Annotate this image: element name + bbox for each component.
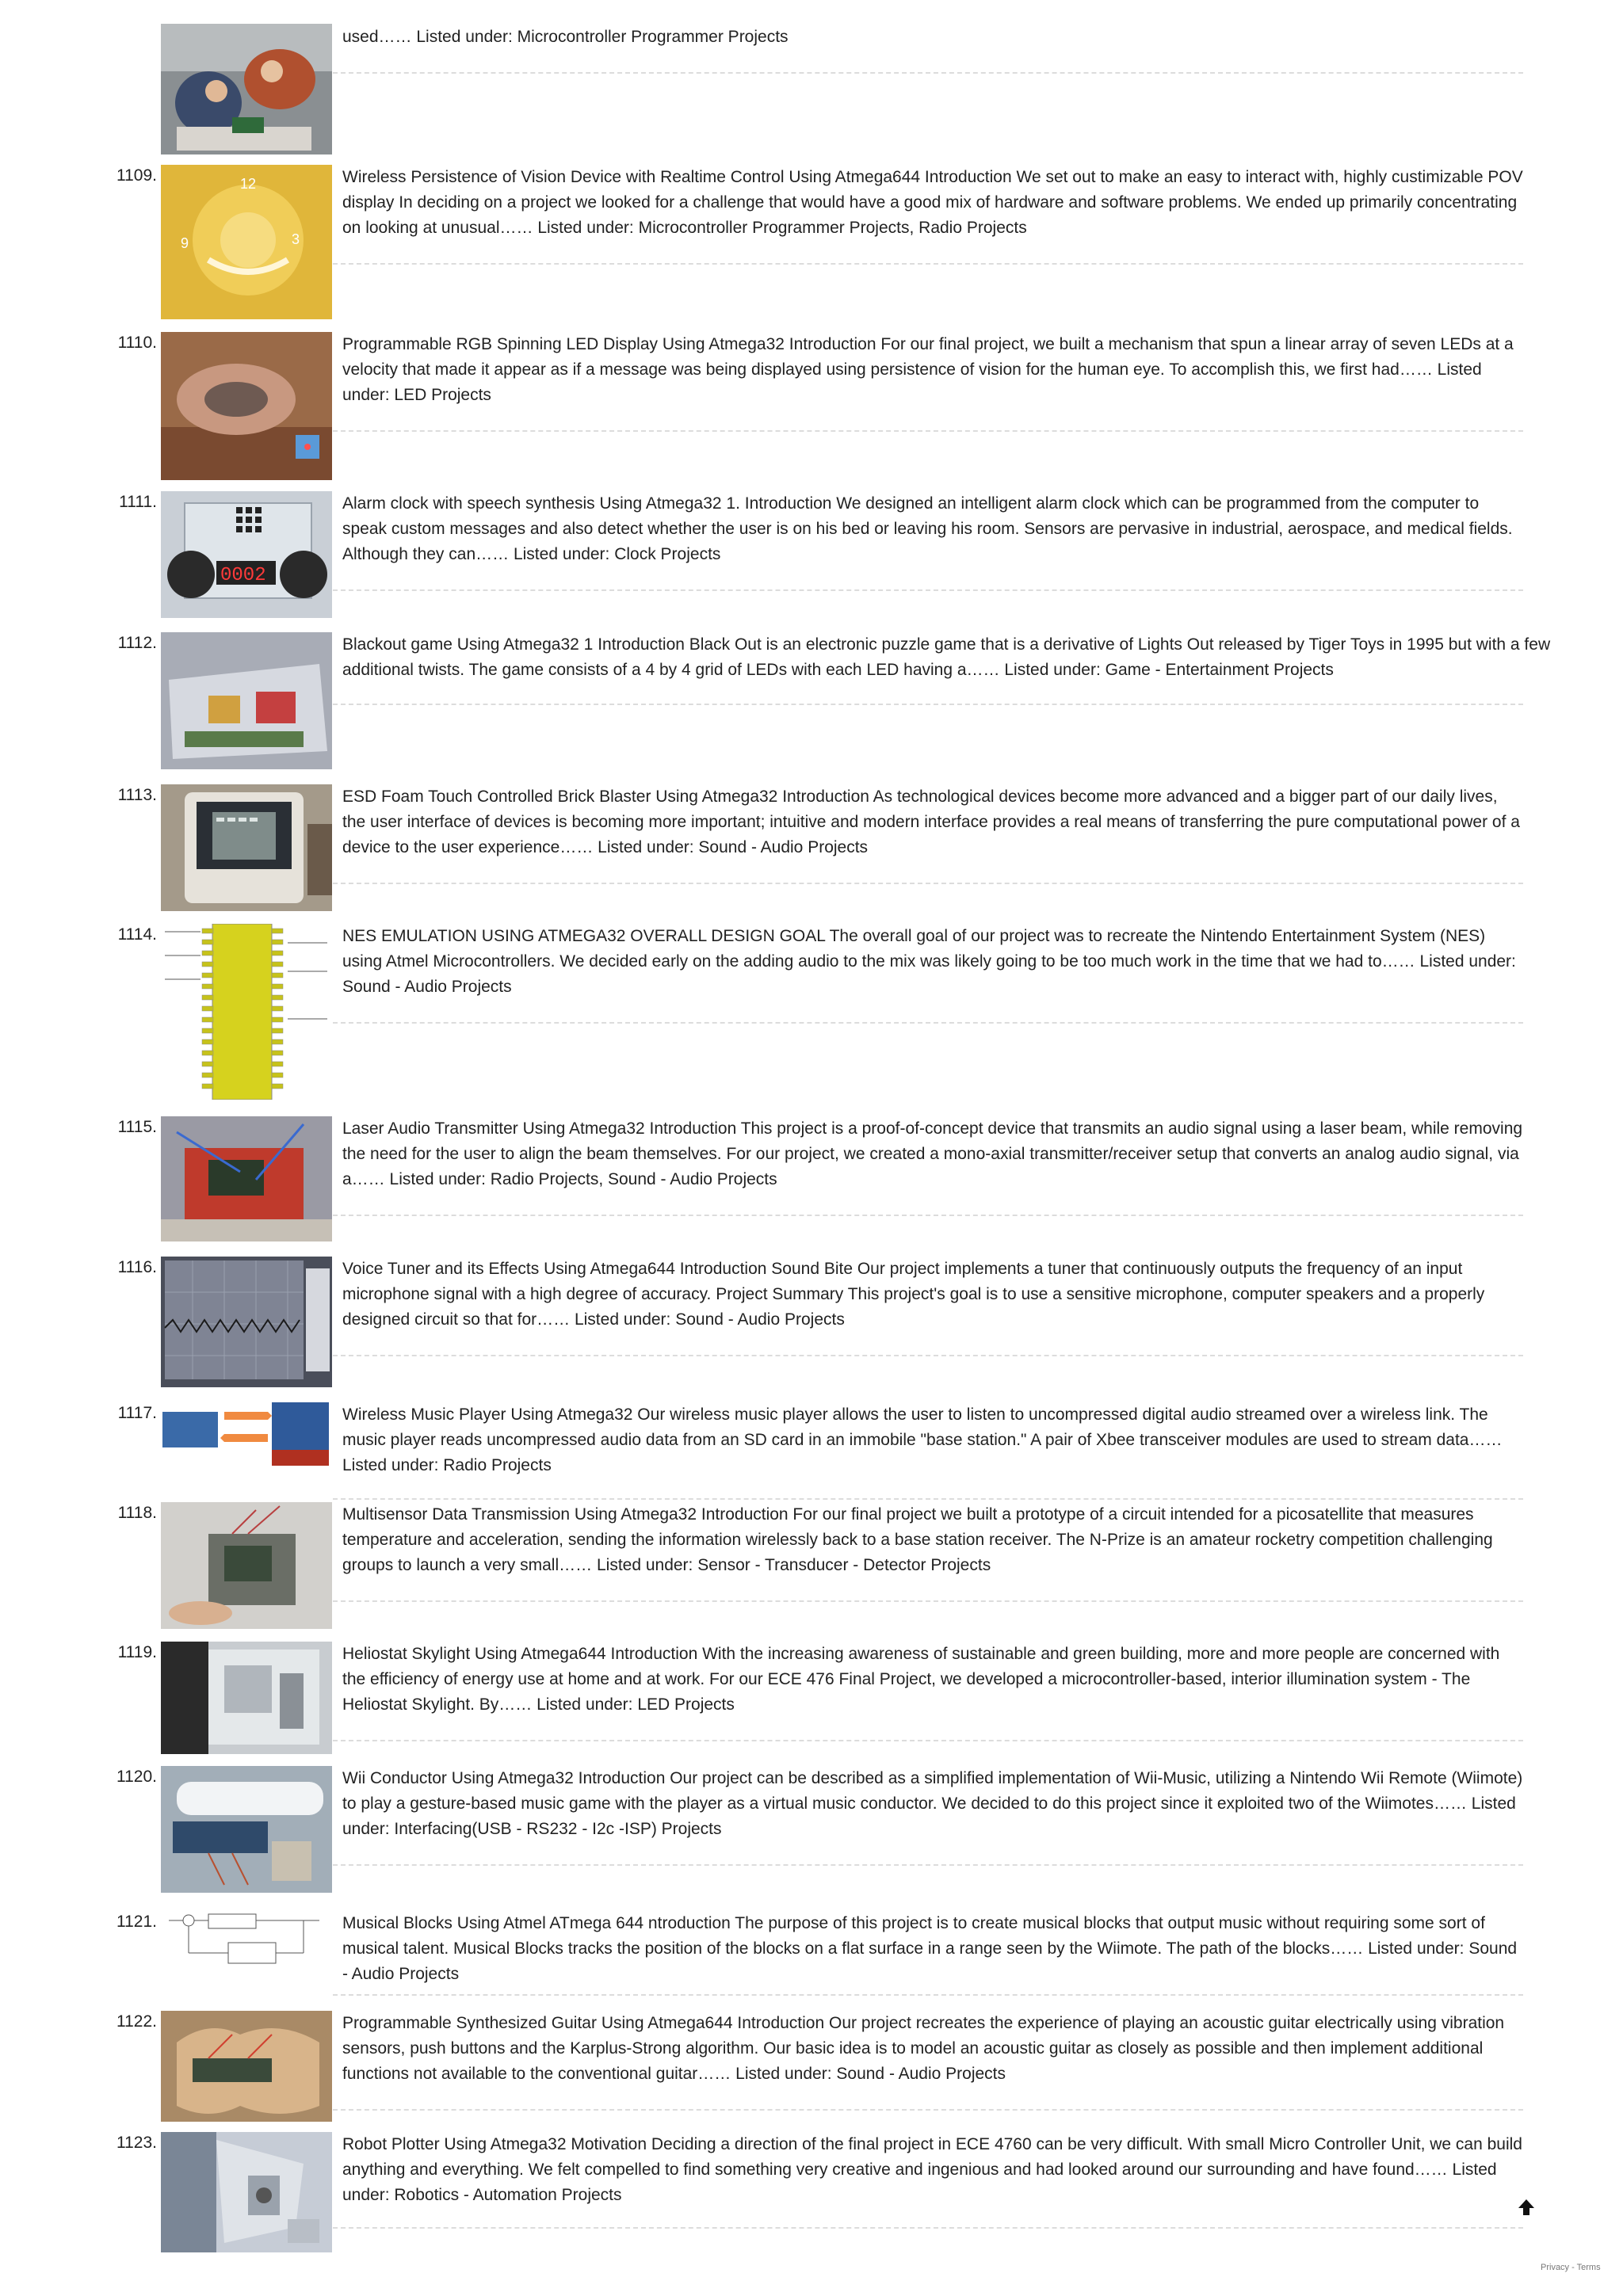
divider: [333, 1498, 1523, 1500]
project-description: Robot Plotter Using Atmega32 Motivation Deciding a direction of the final project in ECE 4760 can be very difficult. With small Micro Controller Unit, we can build anything and everything. We felt compelled to find something very creative and ingenious and had looked around our surrounding and have found…… Listed under: Robotics - Automation Projects: [342, 2135, 1522, 2204]
project-thumbnail[interactable]: [161, 491, 332, 618]
divider: [333, 263, 1523, 265]
footer-separator: -: [1569, 2263, 1577, 2272]
project-description: Wireless Music Player Using Atmega32 Our wireless music player allows the user to listen to uncompressed digital audio streamed over a wireless link. The music player reads uncompressed audio data from an SD card in an immobile "base station." A pair of Xbee transceiver modules are used to stream data…… Listed under: Radio Projects: [342, 1405, 1503, 1474]
svg-text:3: 3: [292, 231, 300, 247]
project-thumbnail[interactable]: [161, 332, 332, 480]
item-number: 1110.: [117, 334, 157, 352]
item-number: 1122.: [116, 2012, 157, 2031]
project-description: Wii Conductor Using Atmega32 Introduction Our project can be described as a simplified implementation of Wii-Music, utilizing a Nintendo Wii Remote (Wiimote) to play a gesture-based music game with the player as a virtual music conductor. We decided to do this project since it exploited two of the Wiimotes…… Listed under: Interfacing(USB - RS232 - I2c -ISP) Projects: [342, 1769, 1523, 1838]
divider: [333, 430, 1523, 432]
divider: [333, 1740, 1523, 1741]
project-description: Alarm clock with speech synthesis Using Atmega32 1. Introduction We designed an intelligent alarm clock which can be programmed from the computer to speak custom messages and also detect whether the user is on his bed or leaving his room. Sensors are pervasive in industrial, aerospace, and medical fields. Although they can…… Listed under: Clock Projects: [342, 494, 1513, 563]
svg-text:12: 12: [240, 176, 257, 192]
divider: [333, 1600, 1523, 1602]
project-thumbnail[interactable]: [161, 1911, 332, 1968]
item-number: 1123.: [116, 2134, 157, 2152]
item-number: 1116.: [117, 1258, 157, 1276]
project-description: ESD Foam Touch Controlled Brick Blaster Using Atmega32 Introduction As technological devices become more advanced and a bigger part of our daily lives, the user interface of devices is becoming more important; intuitive and modern interface provides a real means of transferring the pure computational power of a device to the user experience…… Listed under: Sound - Audio Projects: [342, 788, 1520, 856]
divider: [333, 2227, 1523, 2229]
item-number: 1119.: [117, 1643, 157, 1661]
project-description: Musical Blocks Using Atmel ATmega 644 ntroduction The purpose of this project is to create musical blocks that output music without requiring some sort of musical talent. Musical Blocks tracks the position of the blocks on a flat surface in a range seen by the Wiimote. The path of the blocks…… Listed under: Sound - Audio Projects: [342, 1914, 1518, 1983]
divider: [333, 883, 1523, 884]
project-description: Programmable RGB Spinning LED Display Using Atmega32 Introduction For our final project, we built a mechanism that spun a linear array of seven LEDs at a velocity that made it appear as if a message was being displayed using persistence of vision for the human eye. To accomplish this, we first had…… Listed under: LED Projects: [342, 335, 1514, 404]
divider: [333, 1355, 1523, 1356]
divider: [333, 1215, 1523, 1216]
project-thumbnail[interactable]: [161, 1766, 332, 1893]
project-description: NES EMULATION USING ATMEGA32 OVERALL DESIGN GOAL The overall goal of our project was to recreate the Nintendo Entertainment System (NES) using Atmel Microcontrollers. We decided early on the adding audio to the mix was likely going to be too much work in the time that we had to…… Listed under: Sound - Audio Projects: [342, 927, 1516, 996]
item-number: 1115.: [117, 1118, 157, 1136]
divider: [333, 1022, 1523, 1024]
privacy-link[interactable]: Privacy: [1541, 2263, 1570, 2272]
divider: [333, 2109, 1523, 2111]
back-to-top-button[interactable]: [1514, 2195, 1539, 2220]
divider: [333, 1864, 1523, 1866]
item-number: 1109.: [116, 166, 157, 185]
project-description: Laser Audio Transmitter Using Atmega32 Introduction This project is a proof-of-concept device that transmits an audio signal using a laser beam, while removing the need for the user to align the beam themselves. For our project, we created a mono-axial transmitter/receiver setup that converts an analog audio signal, via a…… Listed under: Radio Projects, Sound - Audio Projects: [342, 1119, 1523, 1188]
divider: [333, 72, 1523, 74]
project-thumbnail[interactable]: [161, 632, 332, 769]
project-thumbnail[interactable]: [161, 1402, 332, 1470]
project-description: Multisensor Data Transmission Using Atmega32 Introduction For our final project we built a prototype of a circuit intended for a picosatellite that measures temperature and acceleration, sending the information wirelessly back to a base station receiver. The N-Prize is an amateur rocketry competition challenging groups to launch a very small…… Listed under: Sensor - Transducer - Detector Projects: [342, 1505, 1493, 1574]
item-number: 1121.: [116, 1913, 157, 1931]
project-description: Heliostat Skylight Using Atmega644 Introduction With the increasing awareness of sustainable and green building, more and more people are concerned with the efficiency of energy use at home and at work. For our ECE 476 Final Project, we developed a microcontroller-based, interior illumination system - The Heliostat Skylight. By…… Listed under: LED Projects: [342, 1645, 1500, 1714]
project-thumbnail[interactable]: [161, 924, 332, 1100]
project-thumbnail[interactable]: [161, 24, 332, 154]
project-thumbnail[interactable]: [161, 1116, 332, 1241]
project-description: Wireless Persistence of Vision Device with Realtime Control Using Atmega644 Introduction We set out to make an easy to interact with, highly custimizable POV display In deciding on a project we looked for a challenge that would have a good mix of hardware and software problems. We ended up primarily concentrating on looking at unusual…… Listed under: Microcontroller Programmer Projects, Radio Projects: [342, 168, 1523, 237]
project-description: Blackout game Using Atmega32 1 Introduction Black Out is an electronic puzzle game that is a derivative of Lights Out released by Tiger Toys in 1995 but with a few additional twists. The game consists of a 4 by 4 grid of LEDs with each LED having a…… Listed under: Game - Entertainment Projects: [342, 635, 1551, 679]
svg-text:0002: 0002: [220, 565, 266, 586]
project-thumbnail[interactable]: [161, 2132, 332, 2252]
project-thumbnail[interactable]: [161, 1502, 332, 1629]
item-number: 1117.: [117, 1404, 157, 1422]
footer-links: [1541, 2263, 1601, 2272]
project-thumbnail[interactable]: [161, 1642, 332, 1754]
item-number: 1118.: [117, 1504, 157, 1522]
divider: [333, 589, 1523, 591]
project-description: used…… Listed under: Microcontroller Programmer Projects: [342, 28, 789, 46]
project-thumbnail[interactable]: [161, 165, 332, 319]
project-thumbnail[interactable]: [161, 2011, 332, 2122]
project-description: Voice Tuner and its Effects Using Atmega644 Introduction Sound Bite Our project implements a tuner that continuously outputs the frequency of an input microphone signal with a high degree of accuracy. Project Summary This project's goal is to use a sensitive microphone, computer speakers and a properly designed circuit so that for…… Listed under: Sound - Audio Projects: [342, 1260, 1485, 1329]
divider: [333, 1994, 1523, 1996]
item-number: 1113.: [117, 786, 157, 804]
project-thumbnail[interactable]: [161, 784, 332, 911]
item-number: 1114.: [117, 925, 157, 944]
arrow-up-icon: [1514, 2195, 1539, 2220]
project-description: Programmable Synthesized Guitar Using Atmega644 Introduction Our project recreates the experience of playing an acoustic guitar electrically using vibration sensors, push buttons and the Karplus-Strong algorithm. Our basic idea is to model an acoustic guitar as closely as possible and then implement additional functions not available to the conventional guitar…… Listed under: Sound - Audio Projects: [342, 2014, 1505, 2083]
item-number: 1120.: [116, 1768, 157, 1786]
terms-link[interactable]: Terms: [1576, 2263, 1601, 2272]
svg-text:9: 9: [181, 235, 189, 251]
item-number: 1112.: [117, 634, 157, 652]
project-thumbnail[interactable]: [161, 1257, 332, 1387]
item-number: 1111.: [119, 493, 157, 511]
divider: [333, 704, 1523, 705]
